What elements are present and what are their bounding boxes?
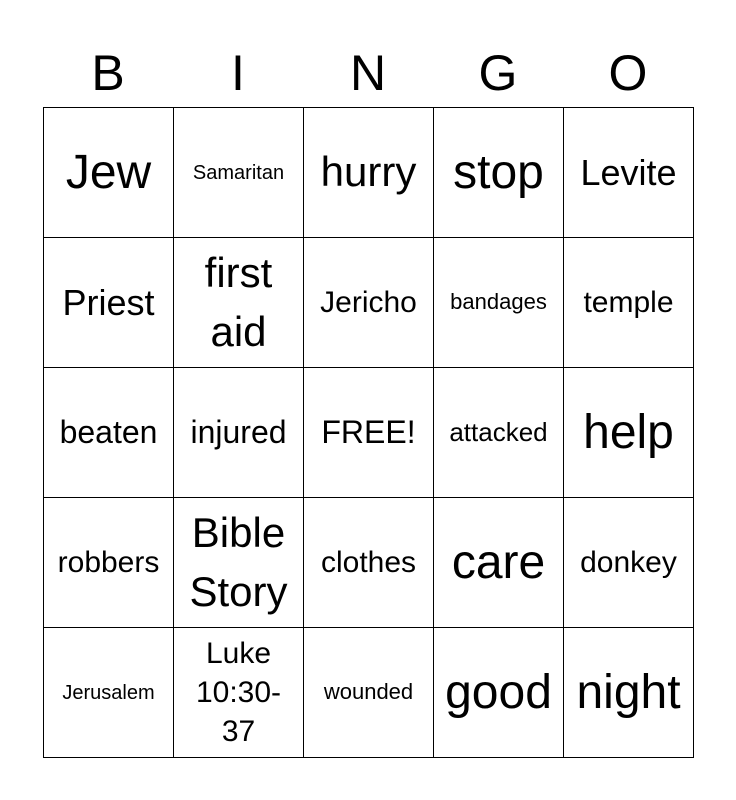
bingo-cell[interactable] (304, 238, 434, 368)
bingo-cell[interactable] (434, 238, 564, 368)
cell-text: FREE! (321, 414, 416, 451)
bingo-cell[interactable] (44, 628, 174, 758)
cell-text: wounded (323, 679, 414, 705)
cell-text: attacked (449, 416, 548, 447)
cell-text: Jericho (320, 286, 417, 319)
bingo-cell[interactable] (174, 368, 304, 498)
cell-text: Jerusalem (62, 681, 155, 704)
cell-text: temple (583, 286, 674, 319)
bingo-cell[interactable] (304, 628, 434, 758)
bingo-cell[interactable] (44, 108, 174, 238)
cell-text: hurry (320, 148, 417, 196)
bingo-cell[interactable] (44, 368, 174, 498)
bingo-cell[interactable] (44, 498, 174, 628)
bingo-cell[interactable] (174, 108, 304, 238)
cell-text: clothes (320, 546, 417, 579)
bingo-cell[interactable] (564, 238, 694, 368)
bingo-cell[interactable] (564, 628, 694, 758)
header-letter-g: G (478, 45, 518, 101)
header-letter-n: N (349, 45, 387, 101)
cell-text: bandages (450, 289, 547, 315)
cell-text: Samaritan (192, 161, 285, 184)
cell-text: night (576, 665, 681, 719)
bingo-cell[interactable] (174, 628, 304, 758)
cell-text: robbers (57, 546, 160, 579)
cell-text: Jew (65, 145, 152, 199)
bingo-cell[interactable] (304, 498, 434, 628)
cell-text: beaten (59, 414, 158, 451)
bingo-cell[interactable] (564, 498, 694, 628)
cell-text: Luke 10:30-37 (195, 637, 282, 748)
bingo-cell[interactable] (434, 368, 564, 498)
bingo-cell free-space[interactable] (304, 368, 434, 498)
cell-text: Bible Story (189, 508, 288, 615)
bingo-cell[interactable] (304, 108, 434, 238)
bingo-cell[interactable] (174, 238, 304, 368)
bingo-cell[interactable] (564, 108, 694, 238)
bingo-cell[interactable] (44, 238, 174, 368)
bingo-cell[interactable] (174, 498, 304, 628)
cell-text: help (583, 405, 674, 459)
cell-text: care (451, 535, 546, 589)
cell-text: Priest (62, 281, 155, 323)
header-letter-o: O (608, 45, 648, 101)
cell-text: donkey (580, 546, 677, 579)
bingo-cell[interactable] (564, 368, 694, 498)
bingo-cell[interactable] (434, 108, 564, 238)
cell-text: good (445, 665, 552, 719)
cell-text: first aid (204, 248, 273, 355)
cell-text: Levite (580, 151, 677, 193)
header-letter-i: I (231, 45, 245, 101)
bingo-board (43, 107, 694, 758)
bingo-cell[interactable] (434, 498, 564, 628)
header-letter-b: B (91, 45, 125, 101)
bingo-cell[interactable] (434, 628, 564, 758)
bingo-header (43, 40, 693, 106)
cell-text: injured (190, 414, 287, 451)
cell-text: stop (453, 145, 544, 199)
